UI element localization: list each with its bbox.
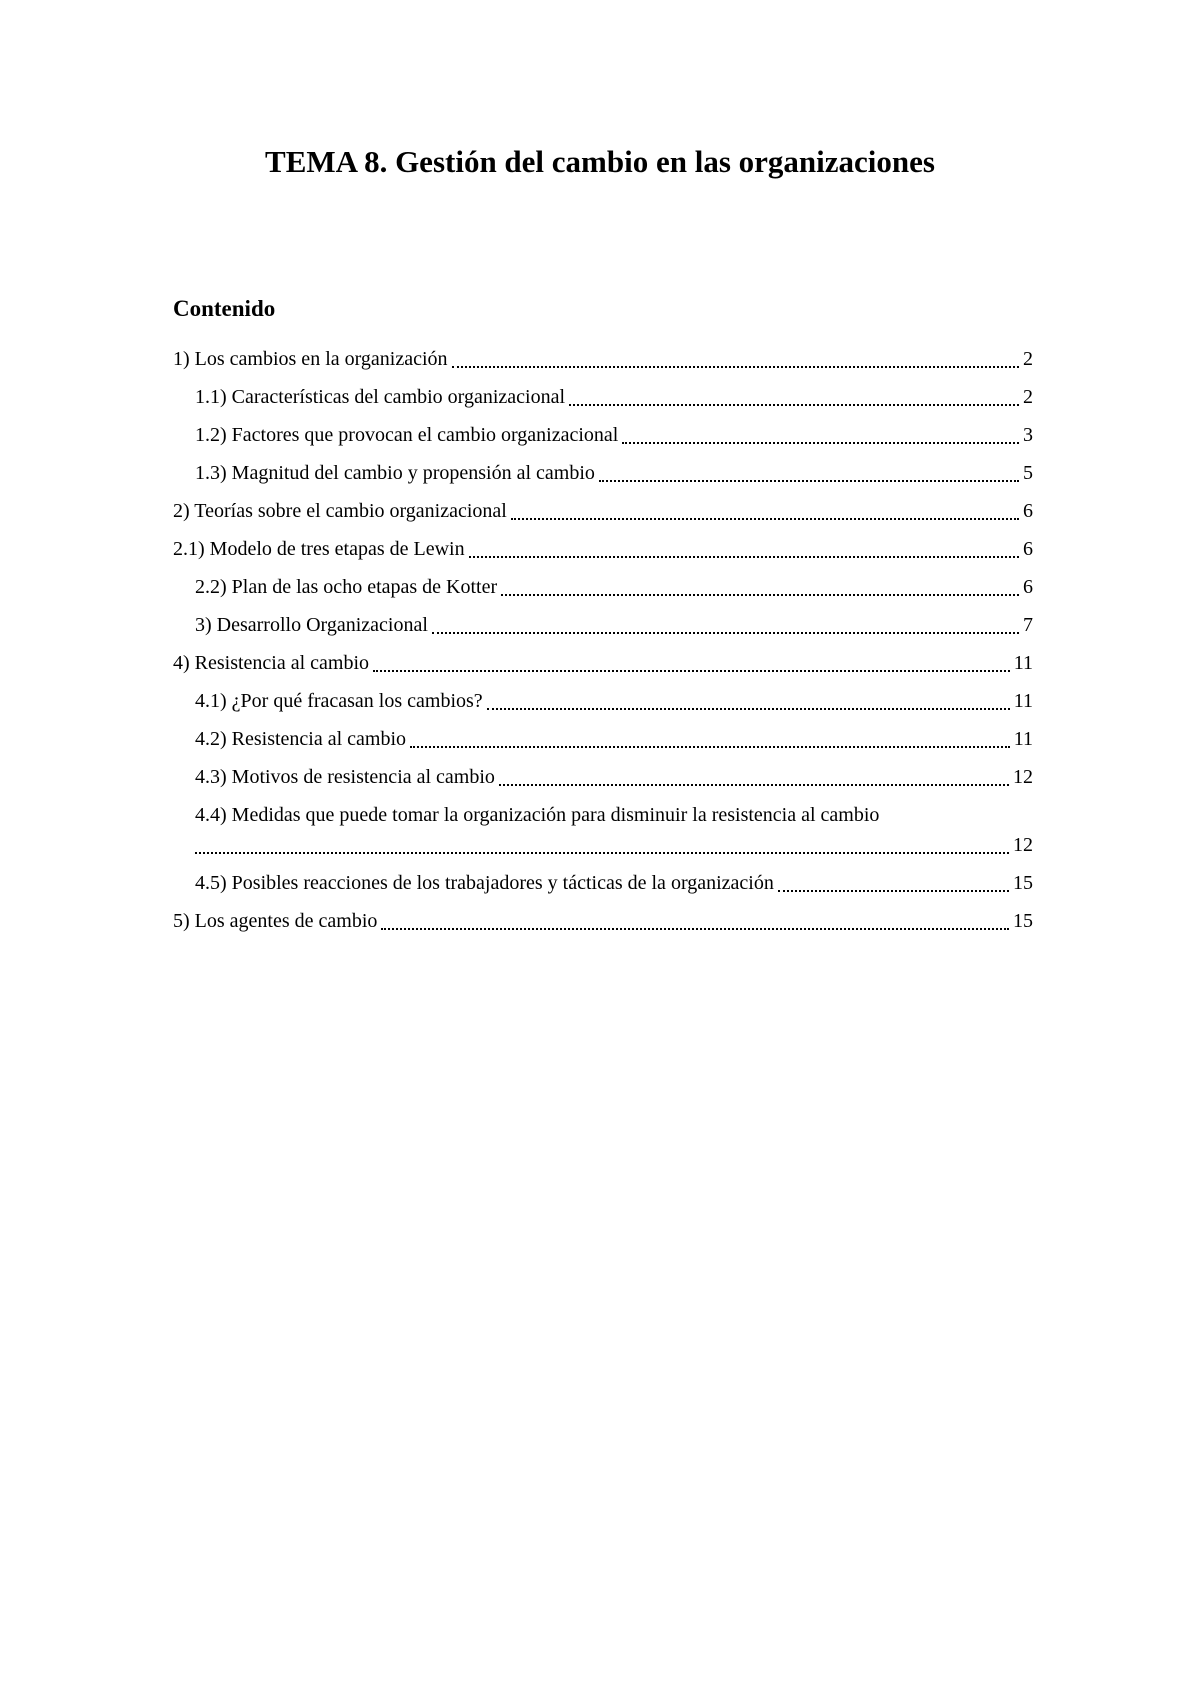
toc-entry-page: 2 bbox=[1023, 386, 1033, 408]
toc-entry-text: 4.3) Motivos de resistencia al cambio bbox=[195, 766, 495, 788]
toc-entry-text: 4.1) ¿Por qué fracasan los cambios? bbox=[195, 690, 483, 712]
toc-entry[interactable] bbox=[173, 902, 1033, 940]
toc-dot-leader bbox=[778, 890, 1009, 892]
toc-entry-text: 1.1) Características del cambio organizacional bbox=[195, 386, 566, 408]
toc-entry[interactable] bbox=[173, 644, 1033, 682]
toc-dot-leader bbox=[599, 480, 1019, 482]
toc-entry-page: 6 bbox=[1023, 576, 1033, 598]
toc-heading: Contenido bbox=[173, 296, 276, 321]
toc-dot-leader bbox=[501, 594, 1019, 596]
toc-dot-leader bbox=[410, 746, 1010, 748]
toc-entry-text: 4) Resistencia al cambio bbox=[173, 652, 370, 674]
toc-entry-text: 4.2) Resistencia al cambio bbox=[195, 728, 407, 750]
toc-entry[interactable] bbox=[173, 606, 1033, 644]
toc-dot-leader bbox=[373, 670, 1010, 672]
toc-entry-page: 12 bbox=[1013, 834, 1033, 856]
toc-entry[interactable] bbox=[173, 568, 1033, 606]
toc-entry-text: 2.1) Modelo de tres etapas de Lewin bbox=[173, 538, 465, 560]
toc-dot-leader bbox=[487, 708, 1010, 710]
toc-entry[interactable] bbox=[173, 796, 1033, 864]
toc-dot-leader bbox=[452, 366, 1019, 368]
toc-entry[interactable] bbox=[173, 340, 1033, 378]
toc-dot-leader bbox=[622, 442, 1019, 444]
toc-dot-leader bbox=[381, 928, 1009, 930]
toc-entry-page: 12 bbox=[1013, 766, 1033, 788]
toc-entry[interactable] bbox=[173, 492, 1033, 530]
table-of-contents bbox=[173, 340, 1033, 940]
toc-entry-page: 6 bbox=[1023, 538, 1033, 560]
toc-entry[interactable] bbox=[173, 454, 1033, 492]
toc-dot-leader bbox=[432, 632, 1019, 634]
toc-entry-page: 11 bbox=[1013, 728, 1033, 750]
toc-dot-leader bbox=[499, 784, 1009, 786]
toc-entry-page: 3 bbox=[1023, 424, 1033, 446]
toc-entry-text: 1.3) Magnitud del cambio y propensión al cambio bbox=[195, 462, 595, 484]
toc-dot-leader bbox=[511, 518, 1019, 520]
document-title: TEMA 8. Gestión del cambio en las organizaciones bbox=[265, 144, 935, 179]
toc-entry-text: 4.5) Posibles reacciones de los trabajadores y tácticas de la organización bbox=[195, 872, 774, 894]
toc-entry[interactable] bbox=[173, 682, 1033, 720]
toc-entry-text: 2.2) Plan de las ocho etapas de Kotter bbox=[195, 576, 498, 598]
toc-entry[interactable] bbox=[173, 416, 1033, 454]
toc-entry-page: 5 bbox=[1023, 462, 1033, 484]
toc-entry[interactable] bbox=[173, 864, 1033, 902]
toc-entry[interactable] bbox=[173, 758, 1033, 796]
toc-entry[interactable] bbox=[173, 720, 1033, 758]
toc-entry[interactable] bbox=[173, 378, 1033, 416]
toc-entry-page: 2 bbox=[1023, 348, 1033, 370]
toc-entry-text: 4.4) Medidas que puede tomar la organización para disminuir la resistencia al cambio bbox=[195, 804, 880, 826]
toc-entry-page: 11 bbox=[1013, 652, 1033, 674]
toc-entry-text: 3) Desarrollo Organizacional bbox=[195, 614, 428, 636]
toc-entry-page: 6 bbox=[1023, 500, 1033, 522]
toc-entry-text: 1) Los cambios en la organización bbox=[173, 348, 448, 370]
toc-entry-text: 2) Teorías sobre el cambio organizacional bbox=[173, 500, 507, 522]
toc-entry-page: 11 bbox=[1013, 690, 1033, 712]
toc-dot-leader bbox=[195, 852, 1009, 854]
toc-entry-page: 15 bbox=[1013, 872, 1033, 894]
toc-dot-leader bbox=[469, 556, 1019, 558]
toc-entry-page: 7 bbox=[1023, 614, 1033, 636]
toc-entry-text: 5) Los agentes de cambio bbox=[173, 910, 378, 932]
toc-entry-text: 1.2) Factores que provocan el cambio organizacional bbox=[195, 424, 619, 446]
toc-entry[interactable] bbox=[173, 530, 1033, 568]
toc-dot-leader bbox=[569, 404, 1019, 406]
toc-entry-page: 15 bbox=[1013, 910, 1033, 932]
